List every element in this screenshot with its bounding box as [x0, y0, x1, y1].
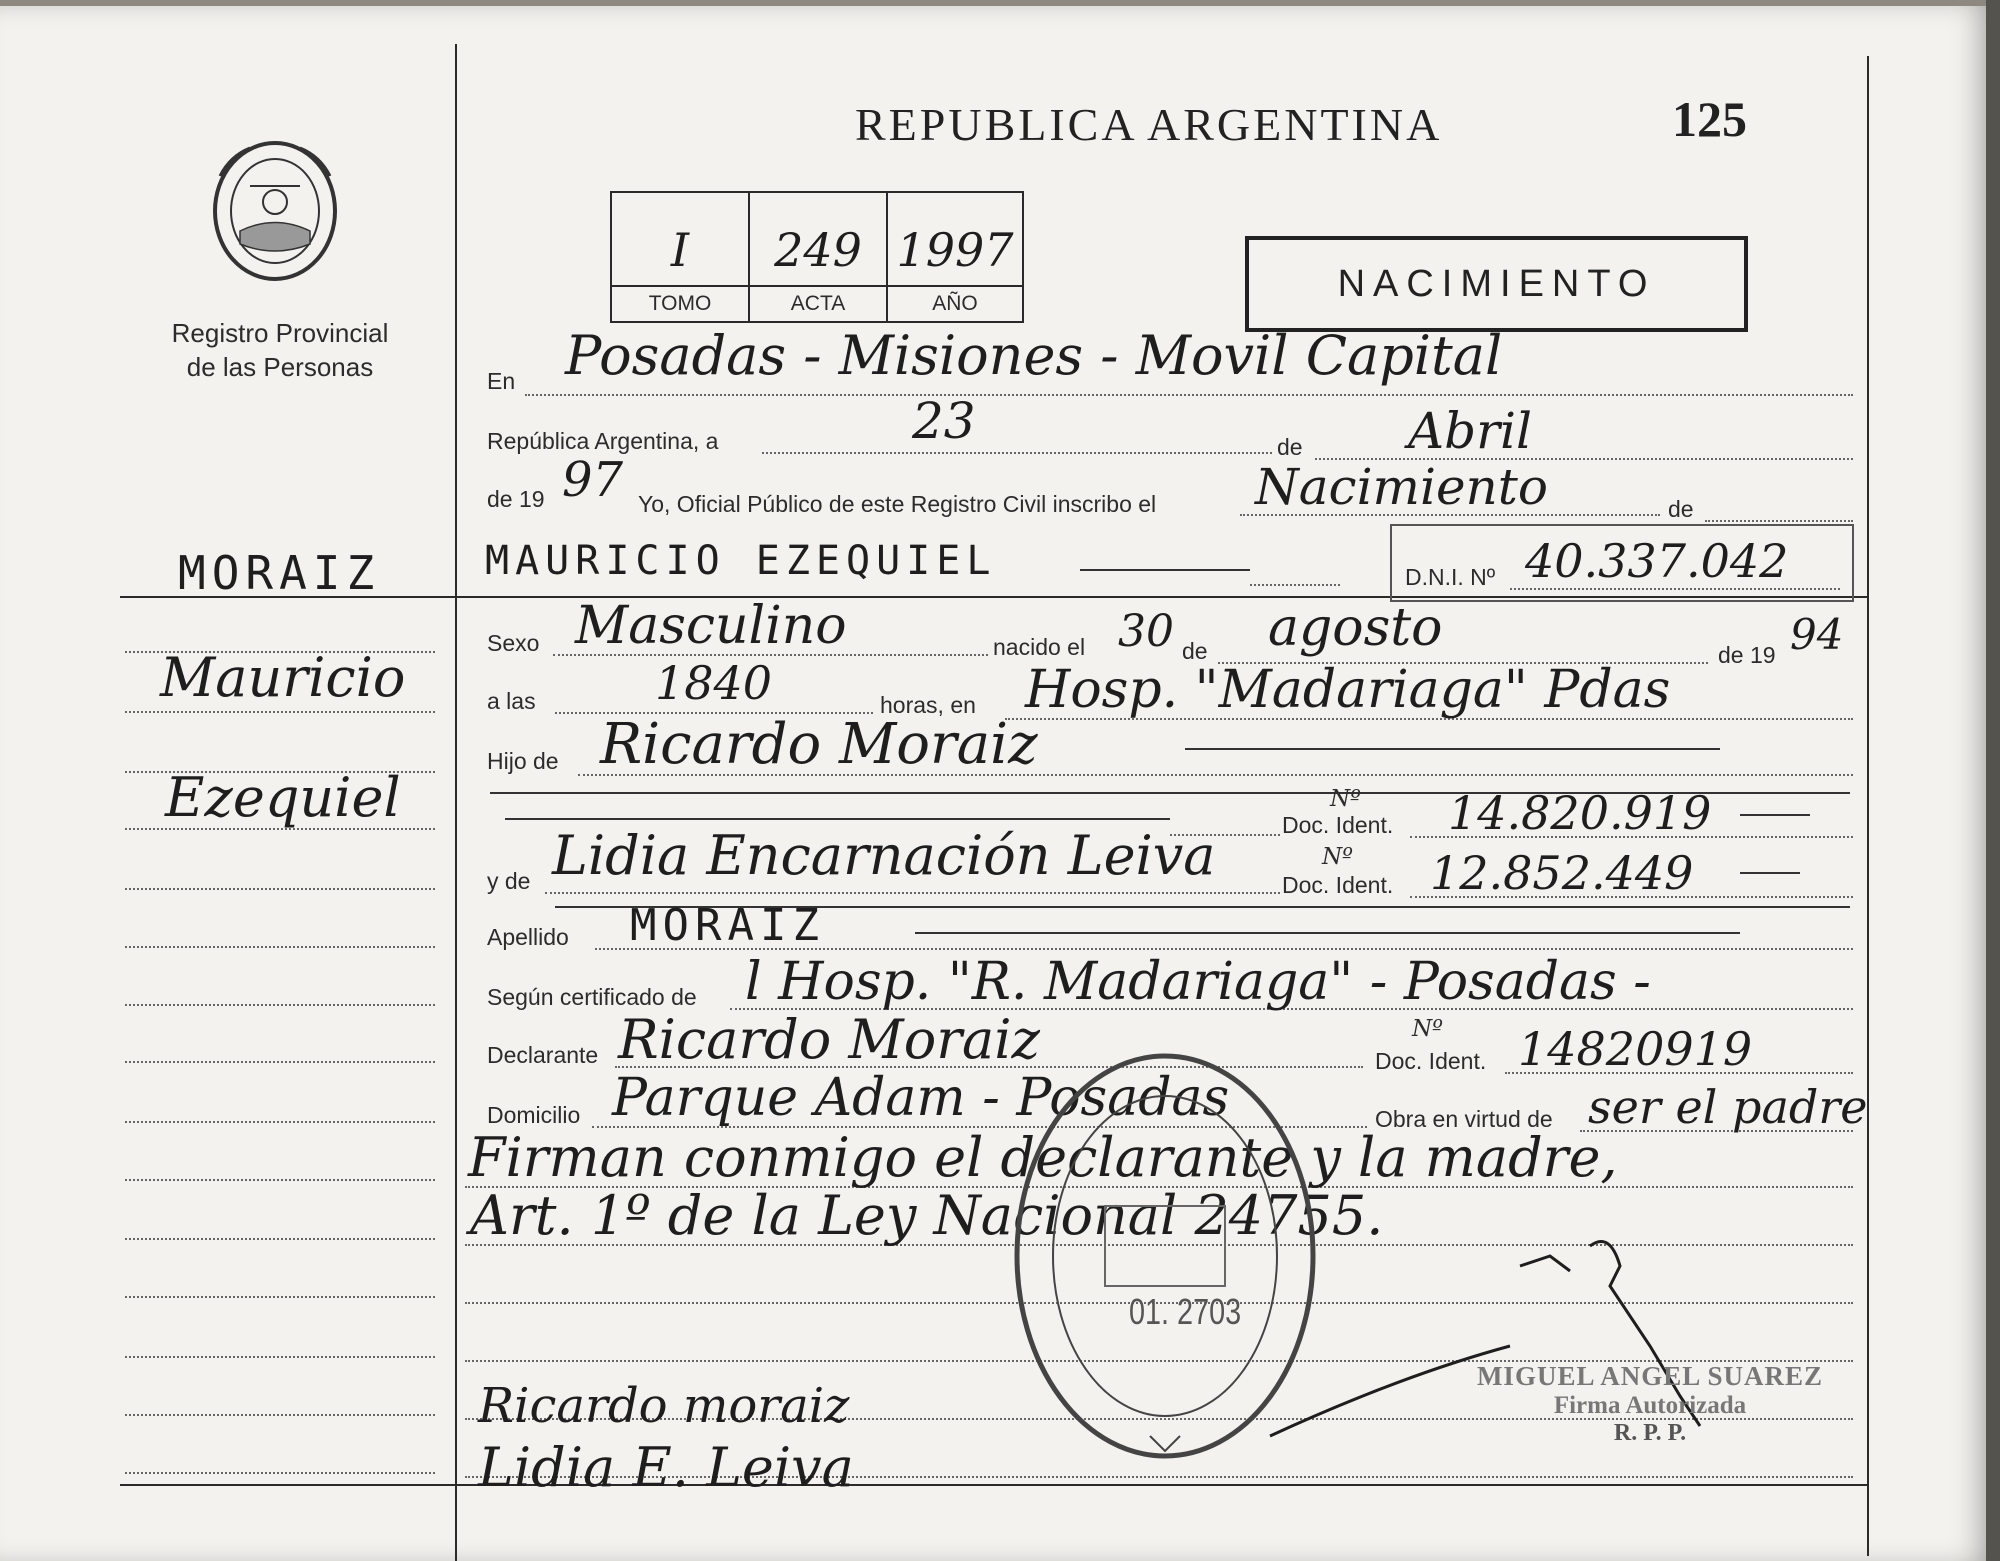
yo-text: Yo, Oficial Público de este Registro Civil inscribo el: [638, 491, 1157, 517]
margin-line: [125, 946, 435, 948]
segun-value: l Hosp. "R. Madariaga" - Posadas -: [745, 952, 1651, 1012]
page-title: REPUBLICA ARGENTINA: [855, 99, 1443, 150]
margin-given-name-1: Mauricio: [160, 646, 406, 709]
mother-doc: 12.852.449: [1430, 846, 1694, 900]
margin-surname: MORAIZ: [178, 546, 381, 600]
record-type-box: NACIMIENTO: [1245, 236, 1748, 332]
margin-given-name-2: Ezequiel: [165, 766, 401, 829]
note-line-2: Art. 1º de la Ley Nacional 24755.: [470, 1184, 1384, 1247]
day-value: 23: [912, 392, 976, 450]
acta-value: 249: [774, 223, 862, 277]
mother-value: Lidia Encarnación Leiva: [552, 824, 1216, 887]
doc-label: Doc. Ident.: [1282, 812, 1394, 838]
en-line: [525, 394, 1853, 396]
margin-line: [125, 1296, 435, 1298]
birth-year: 94: [1790, 610, 1844, 659]
birth-month: agosto: [1268, 598, 1443, 658]
margin-line: [125, 1472, 435, 1474]
margin-line: [125, 828, 435, 830]
margin-line: [125, 1414, 435, 1416]
margin-line: [125, 1238, 435, 1240]
alas-label: a las: [487, 688, 536, 714]
registry-line-1: Registro Provincial: [171, 318, 389, 348]
reference-table: [610, 191, 1024, 323]
margin-line: [125, 888, 435, 890]
bottom-rule: [120, 1484, 1867, 1486]
father-dash: [1185, 748, 1720, 750]
acta-cell: [750, 193, 888, 321]
registry-name: [130, 316, 430, 384]
obra-value: ser el padre: [1588, 1080, 1868, 1134]
name-line: [1250, 584, 1340, 586]
margin-line: [125, 651, 435, 653]
sexo-label: Sexo: [487, 630, 540, 656]
father-doc-dash: [505, 818, 1170, 820]
hijo-label: Hijo de: [487, 748, 559, 774]
authority-role: Firma Autorizada: [1553, 1392, 1747, 1419]
declarante-value: Ricardo Moraiz: [618, 1008, 1040, 1071]
anio-label: AÑO: [888, 285, 1022, 321]
de-label-2: de: [1668, 496, 1694, 522]
note-line-1: Firman conmigo el declarante y la madre,: [468, 1126, 1618, 1189]
certificate-page: [0, 6, 1990, 1561]
signature-declarante: Ricardo moraiz: [478, 1378, 850, 1434]
republica-label: República Argentina, a: [487, 428, 719, 454]
page-edge: [1986, 0, 2000, 1561]
doc-prefix-declarante: Nº: [1412, 1016, 1443, 1042]
father-doc-end-dash: [1740, 814, 1810, 816]
margin-line: [125, 771, 435, 773]
apellido-value: MORAIZ: [630, 900, 825, 951]
provincial-seal-icon: [210, 136, 340, 286]
sexo-value: Masculino: [575, 596, 847, 656]
tomo-value: I: [670, 223, 690, 277]
name-dash: [1080, 569, 1250, 571]
doc-label-declarante: Doc. Ident.: [1375, 1048, 1487, 1074]
domicilio-label: Domicilio: [487, 1102, 581, 1128]
dni-label: D.N.I. Nº: [1405, 564, 1496, 590]
nacido-label: nacido el: [993, 634, 1086, 660]
apellido-dash: [915, 932, 1740, 934]
de19-label: de 19: [487, 486, 545, 512]
en-label: En: [487, 368, 516, 394]
stamp-number: 01. 2703: [1129, 1291, 1242, 1332]
margin-line: [125, 711, 435, 713]
declarante-doc: 14820919: [1518, 1022, 1753, 1076]
de19-label-2: de 19: [1718, 642, 1776, 668]
anio-value: 1997: [896, 223, 1014, 277]
yde-label: y de: [487, 868, 531, 894]
day-line: [762, 452, 1272, 454]
tomo-label: TOMO: [612, 285, 748, 321]
tomo-cell: [612, 193, 750, 321]
page-number: 125: [1672, 91, 1747, 147]
segun-label: Según certificado de: [487, 984, 697, 1010]
place-value: Hosp. "Madariaga" Pdas: [1025, 660, 1671, 720]
de-label: de: [1277, 434, 1303, 460]
doc-prefix: Nº: [1330, 786, 1361, 812]
margin-line: [125, 1004, 435, 1006]
right-divider: [1867, 56, 1869, 1556]
en-value: Posadas - Misiones - Movil Capital: [565, 324, 1503, 387]
margin-line: [125, 1356, 435, 1358]
father-doc: 14.820.919: [1448, 786, 1712, 840]
dni-line: [1510, 588, 1840, 590]
apellido-label: Apellido: [487, 924, 569, 950]
registry-line-2: de las Personas: [186, 352, 374, 382]
mother-doc-end-dash: [1740, 872, 1800, 874]
left-divider: [455, 44, 457, 1561]
dni-value: 40.337.042: [1525, 534, 1789, 588]
act-value: Nacimiento: [1255, 458, 1548, 516]
de-label-3: de: [1182, 638, 1208, 664]
authority-stamp: [1440, 1361, 1860, 1447]
obra-label: Obra en virtud de: [1375, 1106, 1553, 1132]
birth-day: 30: [1118, 606, 1174, 657]
month-value: Abril: [1408, 402, 1532, 460]
mother-line: [545, 892, 1280, 894]
declarante-label: Declarante: [487, 1042, 599, 1068]
father-value: Ricardo Moraiz: [600, 712, 1038, 777]
doc-label-mother: Doc. Ident.: [1282, 872, 1394, 898]
margin-line: [125, 1179, 435, 1181]
margin-line: [125, 1061, 435, 1063]
horas-label: horas, en: [880, 692, 976, 718]
authority-office: R. P. P.: [1613, 1420, 1687, 1446]
domicilio-value: Parque Adam - Posadas: [612, 1068, 1230, 1128]
doc-prefix-mother: Nº: [1322, 844, 1353, 870]
margin-line: [125, 1121, 435, 1123]
acta-label: ACTA: [750, 285, 886, 321]
year-value: 97: [562, 452, 624, 508]
signature-mother: Lidia E. Leiva: [478, 1436, 854, 1499]
authority-name: MIGUEL ANGEL SUAREZ: [1476, 1361, 1824, 1391]
anio-cell: [888, 193, 1022, 321]
name-value: MAURICIO EZEQUIEL: [485, 538, 997, 584]
de-line-2: [1705, 520, 1853, 522]
hour-value: 1840: [655, 656, 773, 710]
